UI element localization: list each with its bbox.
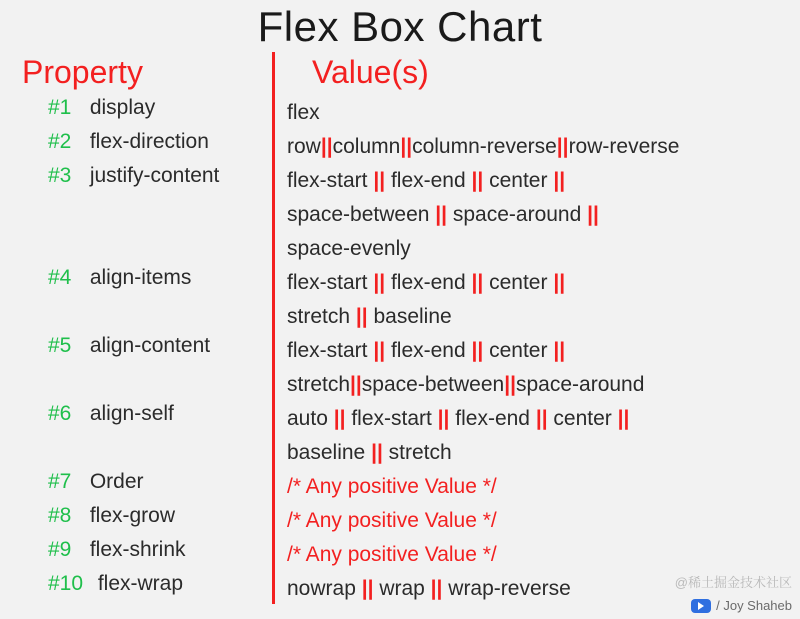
table-row [0,504,800,538]
property-cell [48,470,268,494]
table-row [0,164,800,266]
value-cell [287,130,792,164]
watermark [675,572,792,591]
property-name: Order [84,470,144,493]
property-cell [48,402,268,426]
property-name: justify-content [84,164,220,187]
value-cell [287,164,792,266]
value-separator: || [400,135,413,158]
table-row [0,470,800,504]
value-separator: || [355,305,368,328]
value-cell [287,504,792,538]
table-row [0,266,800,334]
row-number: #8 [48,504,72,527]
value-separator: || [430,577,443,600]
row-number: #7 [48,470,72,493]
property-name: align-self [84,402,174,425]
value-separator: || [553,169,566,192]
property-cell [48,96,268,120]
value-separator: || [437,407,450,430]
value-cell [287,96,792,130]
value-separator: || [435,203,448,226]
column-headers [0,54,800,98]
table-row [0,334,800,402]
value-line: auto || flex-start || flex-end || center || [287,407,630,430]
value-cell [287,402,792,470]
table-row [0,402,800,470]
author-credit [691,598,792,613]
value-separator: || [553,271,566,294]
value-separator: || [371,441,383,464]
value-separator: || [617,407,630,430]
property-name: flex-direction [84,130,209,153]
value-line: /* Any positive Value */ [287,509,497,532]
property-cell [48,266,268,290]
page-title: Flex Box Chart [257,3,543,50]
value-separator: || [373,169,386,192]
value-separator: || [361,577,374,600]
value-separator: || [373,271,386,294]
property-name: flex-wrap [92,572,184,595]
value-separator: || [535,407,548,430]
row-number: #9 [48,538,72,561]
value-cell [287,538,792,572]
property-cell [48,572,268,596]
value-cell [287,470,792,504]
table-row [0,130,800,164]
value-line: flex-start || flex-end || center || [287,339,566,362]
header-value: Value(s) [312,54,429,91]
property-cell [48,164,268,188]
value-cell [287,334,792,402]
value-separator: || [471,271,484,294]
property-name: display [84,96,156,119]
property-cell [48,504,268,528]
row-number: #1 [48,96,72,119]
value-line: nowrap || wrap || wrap-reverse [287,577,571,600]
value-separator: || [320,135,333,158]
value-line: stretch||space-between||space-around [287,373,645,396]
value-separator: || [333,407,346,430]
row-number: #2 [48,130,72,153]
value-line: space-evenly [287,237,411,260]
header-property: Property [22,54,143,91]
value-line: space-between || space-around || [287,203,599,226]
row-number: #10 [48,572,84,595]
property-name: align-items [84,266,192,289]
row-number: #3 [48,164,72,187]
property-name: flex-grow [84,504,176,527]
value-separator: || [504,373,516,396]
property-cell [48,538,268,562]
property-name: align-content [84,334,211,357]
value-separator: || [587,203,599,226]
value-separator: || [350,373,362,396]
row-number: #5 [48,334,72,357]
value-line: flex-start || flex-end || center || [287,169,566,192]
property-name: flex-shrink [84,538,186,561]
value-separator: || [471,169,484,192]
value-line: /* Any positive Value */ [287,475,497,498]
play-icon [691,599,711,613]
watermark-text: @稀土掘金技术社区 [674,575,792,590]
value-line: baseline || stretch [287,441,452,464]
value-line: flex [287,101,320,124]
property-cell [48,130,268,154]
value-separator: || [553,339,566,362]
row-number: #6 [48,402,72,425]
row-number: #4 [48,266,72,289]
value-separator: || [556,135,569,158]
value-line: flex-start || flex-end || center || [287,271,566,294]
value-line: /* Any positive Value */ [287,543,497,566]
value-line: row||column||column-reverse||row-reverse [287,135,680,158]
value-cell [287,266,792,334]
table-row [0,538,800,572]
value-separator: || [471,339,484,362]
value-separator: || [373,339,386,362]
property-cell [48,334,268,358]
table-row [0,96,800,130]
value-line: stretch || baseline [287,305,452,328]
author-name: / Joy Shaheb [716,598,792,613]
